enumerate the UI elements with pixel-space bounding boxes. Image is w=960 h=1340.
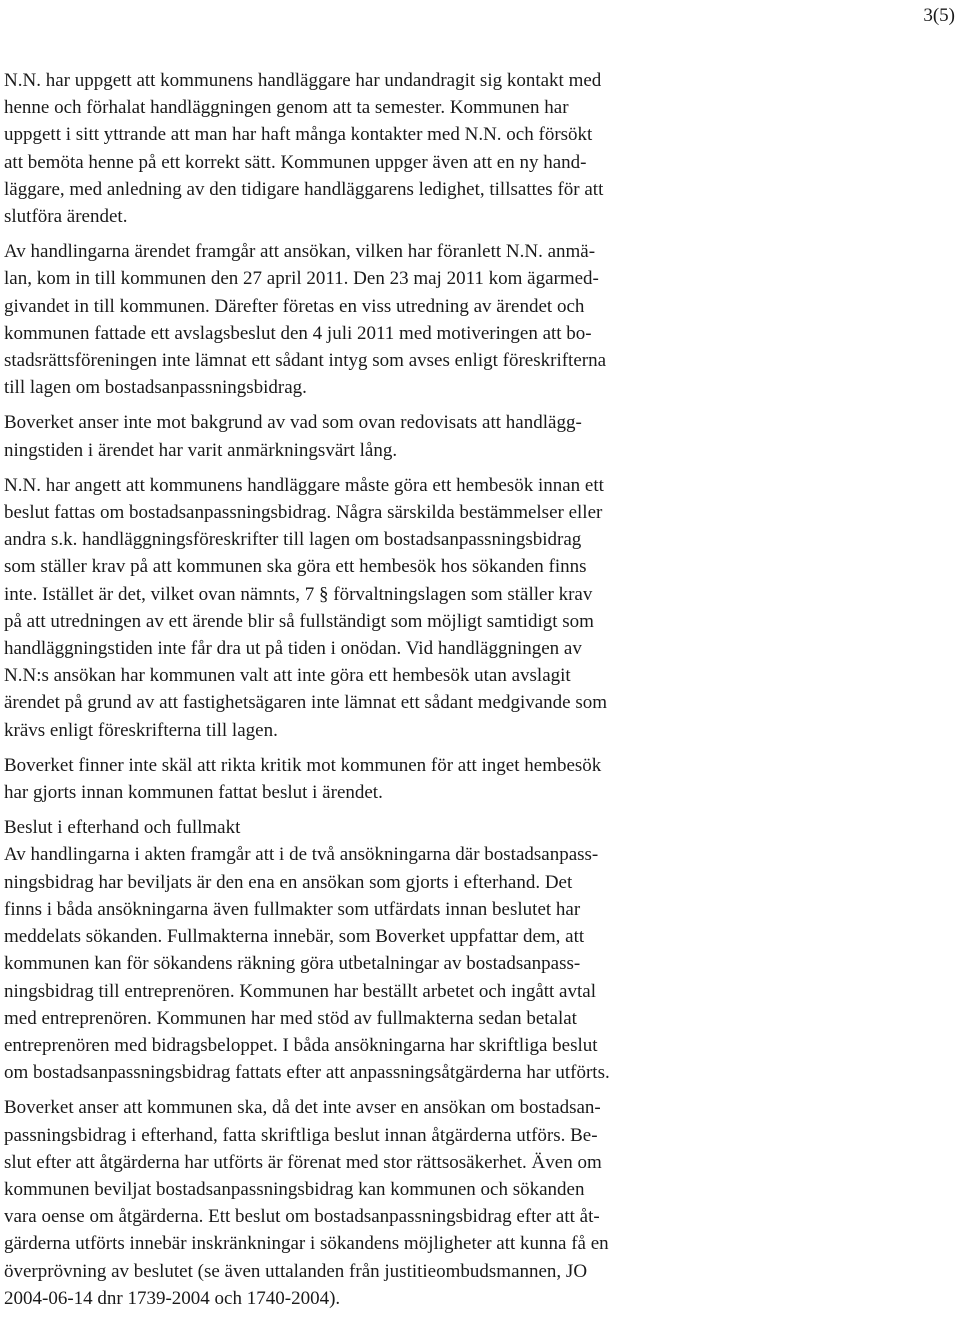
paragraph-handlingarna-ansokan: Av handlingarna ärendet framgår att ansökan, vilken har föranlett N.N. anmä- lan, kom in till kommunen den 27 april 2011. Den 23 maj 2011 kom ägarmed- givandet in till kommunen. Därefter företas en viss utredning av ärendet och kommunen fattade ett avslagsbeslut den 4 juli 2011 med motiveringen att bo- stadsrättsföreningen inte lämnat ett sådant intyg som avses enligt föreskrifterna till lagen om bostadsanpassningsbidrag.: [4, 241, 607, 399]
document-body: [4, 67, 764, 1320]
paragraph-fullmakter: Av handlingarna i akten framgår att i de två ansökningarna där bostadsanpass- ningsbidrag har beviljats är den ena en ansökan som gjorts i efterhand. Det finns i båda ansökningarna även fullmakter som utfärdats innan beslutet har meddelats sökanden. Fullmakterna innebär, som Boverket uppfattar dem, att kommunen kan för sökandens räkning göra utbetalningar av bostadsanpass- ningsbidrag till entreprenören. Kommunen har beställt arbetet och ingått avtal med entreprenören. Kommunen har med stöd av fullmakterna sedan betalat entreprenören med bidragsbeloppet. I båda ansökningarna har skriftliga beslut om bostadsanpassningsbidrag fattats efter att anpassningsåtgärderna har utförts.: [4, 844, 610, 1084]
paragraph-ingen-kritik: Boverket finner inte skäl att rikta kritik mot kommunen för att inget hembesök har gjorts innan kommunen fattat beslut i ärendet.: [4, 754, 602, 804]
paragraph-handlaggare-kontakt: N.N. har uppgett att kommunens handläggare har undandragit sig kontakt med henne och förhalat handläggningen genom att ta semester. Kommunen har uppgett i sitt yttrande att man har haft många kontakter med N.N. och försökt att bemöta henne på ett korrekt sätt. Kommunen uppger även att en ny hand- läggare, med anledning av den tidigare handläggarens ledighet, tillsattes för att slutföra ärendet.: [4, 70, 604, 228]
paragraph-handlaggningstid: Boverket anser inte mot bakgrund av vad som ovan redovisats att handlägg- ningstiden i ärendet har varit anmärkningsvärt lång.: [4, 412, 582, 461]
paragraph-skriftliga-beslut: Boverket anser att kommunen ska, då det inte avser en ansökan om bostadsan- passningsbidrag i efterhand, fatta skriftliga beslut innan åtgärderna utförs. Be- slut efter att åtgärderna har utförts är förenat med stor rättsosäkerhet. Även om kommunen beviljat bostadsanpassningsbidrag kan kommunen och sökanden vara oense om åtgärderna. Ett beslut om bostadsanpassningsbidrag efter att åt- gärderna utförts innebär inskränkningar i sökandens möjligheter att kunna få en överprövning av beslutet (se även uttalanden från justitieombudsmannen, JO 2004-06-14 dnr 1739-2004 och 1740-2004).: [4, 1097, 609, 1309]
page-number: 3(5): [923, 5, 955, 26]
section-heading: Beslut i efterhand och fullmakt: [4, 817, 241, 839]
paragraph-hembesok: N.N. har angett att kommunens handläggare måste göra ett hembesök innan ett beslut fattas om bostadsanpassningsbidrag. Några särskilda bestämmelser eller andra s.k. handläggningsföreskrifter till lagen om bostadsanpassningsbidrag som ställer krav på att kommunen ska göra ett hembesök hos sökanden finns inte. Istället är det, vilket ovan nämnts, 7 § förvaltningslagen som ställer krav på att utredningen av ett ärende blir så fullständigt som möjligt samtidigt som handläggningstiden inte får dra ut på tiden i onödan. Vid handläggningen av N.N:s ansökan har kommunen valt att inte göra ett hembesök utan avslagit ärendet på grund av att fastighetsägaren inte lämnat ett sådant medgivande som krävs enligt föreskrifterna till lagen.: [4, 474, 608, 741]
